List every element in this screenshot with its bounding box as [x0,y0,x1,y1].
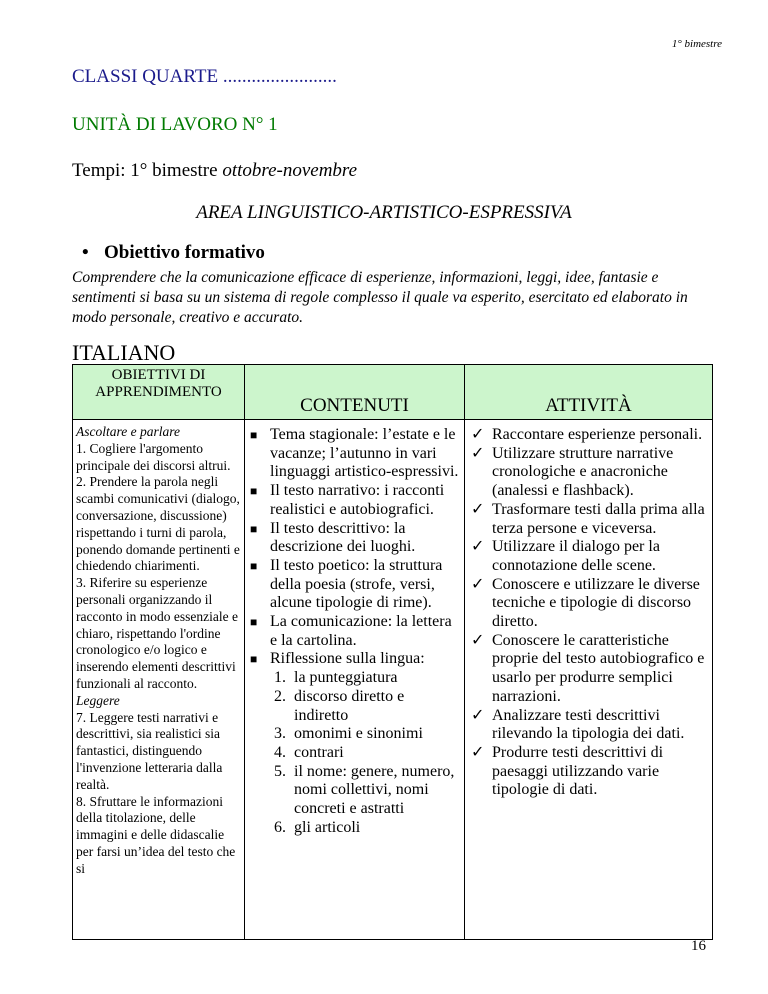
square-bullet-icon: ■ [250,521,258,536]
checkmark-icon: ✓ [471,538,485,556]
curriculum-table [72,364,713,940]
header-attivita: ATTIVITÀ [465,365,713,420]
square-bullet-icon: ■ [250,484,258,499]
list-item: 4. contrari [290,744,462,763]
list-item: 5. il nome: genere, numero, nomi collettivi, nomi concreti e astratti [290,763,462,819]
classi-heading: CLASSI QUARTE ........................ [72,66,337,87]
checkmark-icon: ✓ [471,706,485,724]
list-item: ■ Il testo poetico: la struttura della poesia (strofe, versi, alcune tipologie di rime). [250,556,443,612]
list-item: ✓ Conoscere e utilizzare le diverse tecniche e tipologie di discorso diretto. [471,575,700,631]
page-number: 16 [691,938,706,954]
tempi-label: Tempi: 1° bimestre [72,160,223,181]
list-item: ■ Tema stagionale: l’estate e le vacanze; l’autunno in vari linguaggi artistico-espressivi. [250,426,459,481]
checkmark-icon: ✓ [471,426,485,443]
riflessione-list [248,669,462,837]
checkmark-icon: ✓ [471,743,485,761]
list-item: ✓ Conoscere le caratteristiche proprie del testo autobiografico e usarlo per produrre semplici narrazioni. [471,631,705,705]
contenuti-cell [245,420,465,940]
square-bullet-icon: ■ [250,558,258,573]
list-item: ✓ Utilizzare strutture narrative cronologiche e anacroniche (analessi e flashback). [471,444,674,500]
square-bullet-icon: ■ [250,615,258,630]
obiettivi-cell [73,420,245,940]
list-item: ■ Riflessione sulla lingua: [250,650,425,668]
list-item: 1. la punteggiatura [290,669,462,688]
obiettivi-subheading: Leggere [76,692,120,708]
list-item: ✓ Raccontare esperienze personali. [471,426,703,443]
list-item: 3. omonimi e sinonimi [290,725,462,744]
obiettivo-item: 3. Riferire su esperienze personali organizzando il racconto in modo essenziale e chiaro, rispettando l'ordine cronologico e/o logico e inserendo elementi descrittivi funzionali al racconto. [76,575,238,691]
list-item: 6. gli articoli [290,819,462,838]
obiettivo-formativo-heading [82,242,265,264]
unita-heading: UNITÀ DI LAVORO N° 1 [72,114,278,135]
checkmark-icon: ✓ [471,575,485,593]
obiettivo-item: 2. Prendere la parola negli scambi comunicativi (dialogo, conversazione, discussione) rispettando i turni di parola, ponendo domande pertinenti e chiedendo chiarimenti. [76,474,240,574]
subject-title: ITALIANO [72,340,176,365]
obiettivi-subheading: Ascoltare e parlare [76,424,180,439]
obiettivo-item: 7. Leggere testi narrativi e descrittivi, sia realistici sia fantastici, distinguendo l'invenzione letteraria dalla realtà. [76,709,223,792]
bullet-icon: • [82,242,89,263]
checkmark-icon: ✓ [471,500,485,518]
list-item: ✓ Trasformare testi dalla prima alla terza persone e viceversa. [471,500,705,537]
square-bullet-icon: ■ [250,652,258,667]
area-title: AREA LINGUISTICO-ARTISTICO-ESPRESSIVA [196,202,572,223]
table-header-row [73,365,713,420]
header-contenuti: CONTENUTI [245,365,465,420]
obiettivo-item: 8. Sfruttare le informazioni della titolazione, delle immagini e delle didascalie per farsi un’idea del testo che si [76,793,236,876]
attivita-list [468,426,710,800]
header-obiettivi: OBIETTIVI DI APPRENDIMENTO [73,365,245,420]
checkmark-icon: ✓ [471,444,485,462]
square-bullet-icon: ■ [250,428,258,442]
contenuti-list [248,426,462,669]
list-item: 2. discorso diretto e indiretto [290,688,462,725]
running-header: 1° bimestre [671,38,722,50]
obiettivo-item: 1. Cogliere l'argomento principale dei discorsi altrui. [76,440,231,473]
tempi-line [72,160,357,182]
obiettivo-title: Obiettivo formativo [104,242,265,263]
table-row [73,420,713,940]
list-item: ✓ Produrre testi descrittivi di paesaggi utilizzando varie tipologie di dati. [471,743,664,799]
list-item: ■ Il testo descrittivo: la descrizione dei luoghi. [250,519,416,556]
list-item: ✓ Analizzare testi descrittivi rilevando la tipologia dei dati. [471,706,685,743]
checkmark-icon: ✓ [471,631,485,649]
list-item: ■ La comunicazione: la lettera e la cartolina. [250,613,452,649]
obiettivo-formativo-text: Comprendere che la comunicazione efficace di esperienze, informazioni, leggi, idee, fantasie e sentimenti si basa su un sistema di regole complesso il quale va esperito, esercitato ed elaborato in modo personale, creativo e accurato. [72,269,688,326]
list-item: ■ Il testo narrativo: i racconti realistici e autobiografici. [250,482,445,518]
list-item: ✓ Utilizzare il dialogo per la connotazione delle scene. [471,538,660,574]
tempi-value: ottobre-novembre [222,160,358,181]
attivita-cell [465,420,713,940]
